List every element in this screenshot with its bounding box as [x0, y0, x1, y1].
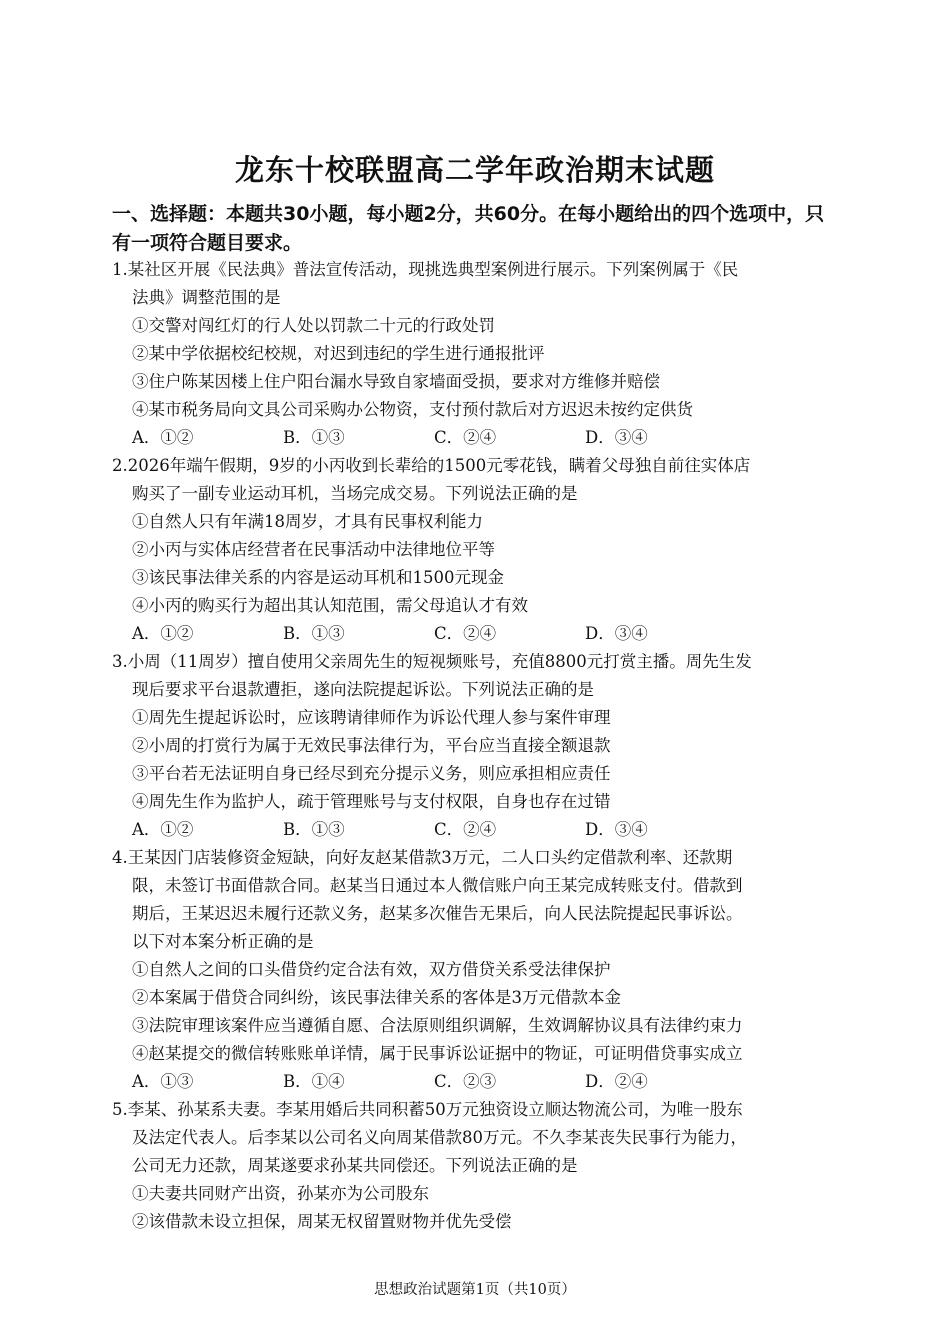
statement-item: ②本案属于借贷合同纠纷，该民事法律关系的客体是3万元借款本金	[132, 988, 621, 1007]
question-stem-line: 法典》调整范围的是	[132, 288, 281, 307]
answer-option: B．①④	[283, 1072, 345, 1091]
question-stem-line: 4.王某因门店装修资金短缺，向好友赵某借款3万元，二人口头约定借款利率、还款期	[112, 848, 733, 867]
question-block	[112, 452, 842, 648]
question-block	[112, 256, 842, 452]
page-footer: 思想政治试题第1页（共10页）	[374, 1282, 576, 1298]
section-header: 一、选择题：本题共30小题，每小题2分，共60分。在每小题给出的四个选项中，只有一项符合题目要求。	[112, 203, 825, 254]
statement-item: ④小丙的购买行为超出其认知范围，需父母追认才有效	[132, 596, 528, 615]
question-stem-line: 公司无力还款，周某遂要求孙某共同偿还。下列说法正确的是	[132, 1156, 578, 1175]
statement-item: ④某市税务局向文具公司采购办公物资，支付预付款后对方迟迟未按约定供货	[132, 400, 693, 419]
question-stem-line: 现后要求平台退款遭拒，遂向法院提起诉讼。下列说法正确的是	[132, 680, 594, 699]
answer-option: A．①③	[132, 1072, 194, 1091]
statement-item: ④周先生作为监护人，疏于管理账号与支付权限，自身也存在过错	[132, 792, 611, 811]
answer-options	[112, 1068, 842, 1096]
statement-item: ③该民事法律关系的内容是运动耳机和1500元现金	[132, 568, 504, 587]
answer-option: B．①③	[283, 624, 345, 643]
question-block	[112, 844, 842, 1096]
statement-item: ②小丙与实体店经营者在民事活动中法律地位平等	[132, 540, 495, 559]
statement-item: ③法院审理该案件应当遵循自愿、合法原则组织调解，生效调解协议具有法律约束力	[132, 1016, 743, 1035]
statement-item: ②某中学依据校纪校规，对迟到违纪的学生进行通报批评	[132, 344, 545, 363]
answer-option: A．①②	[132, 624, 194, 643]
answer-option: D．③④	[585, 820, 648, 839]
answer-option: C．②④	[434, 624, 497, 643]
answer-option: B．①③	[283, 428, 345, 447]
question-stem-line: 1.某社区开展《民法典》普法宣传活动，现挑选典型案例进行展示。下列案例属于《民	[112, 260, 739, 279]
question-stem-line: 以下对本案分析正确的是	[132, 932, 314, 951]
answer-options	[112, 620, 842, 648]
statement-item: ③平台若无法证明自身已经尽到充分提示义务，则应承担相应责任	[132, 764, 611, 783]
statement-item: ①自然人之间的口头借贷约定合法有效，双方借贷关系受法律保护	[132, 960, 611, 979]
answer-option: C．②④	[434, 820, 497, 839]
answer-option: D．③④	[585, 428, 648, 447]
question-block	[112, 648, 842, 844]
question-stem-line: 2.2026年端午假期，9岁的小丙收到长辈给的1500元零花钱，瞒着父母独自前往实体店	[112, 456, 751, 475]
answer-option: C．②③	[434, 1072, 497, 1091]
statement-item: ①自然人只有年满18周岁，才具有民事权利能力	[132, 512, 483, 531]
question-stem-line: 及法定代表人。后李某以公司名义向周某借款80万元。不久李某丧失民事行为能力，	[132, 1128, 747, 1147]
answer-option: B．①③	[283, 820, 345, 839]
statement-item: ③住户陈某因楼上住户阳台漏水导致自家墙面受损，要求对方维修并赔偿	[132, 372, 660, 391]
answer-options	[112, 816, 842, 844]
statement-item: ①夫妻共同财产出资，孙某亦为公司股东	[132, 1184, 429, 1203]
question-stem-line: 期后，王某迟迟未履行还款义务，赵某多次催告无果后，向人民法院提起民事诉讼。	[132, 904, 743, 923]
answer-option: D．③④	[585, 624, 648, 643]
question-stem-line: 3.小周（11周岁）擅自使用父亲周先生的短视频账号，充值8800元打赏主播。周先生发	[112, 652, 752, 671]
answer-option: A．①②	[132, 428, 194, 447]
statement-item: ②小周的打赏行为属于无效民事法律行为，平台应当直接全额退款	[132, 736, 611, 755]
statement-item: ④赵某提交的微信转账账单详情，属于民事诉讼证据中的物证，可证明借贷事实成立	[132, 1044, 743, 1063]
answer-option: D．②④	[585, 1072, 648, 1091]
statement-item: ②该借款未设立担保，周某无权留置财物并优先受偿	[132, 1212, 512, 1231]
question-stem-line: 5.李某、孙某系夫妻。李某用婚后共同积蓄50万元独资设立顺达物流公司，为唯一股东	[112, 1100, 743, 1119]
statement-item: ①周先生提起诉讼时，应该聘请律师作为诉讼代理人参与案件审理	[132, 708, 611, 727]
answer-option: A．①②	[132, 820, 194, 839]
page-title: 龙东十校联盟高二学年政治期末试题	[234, 153, 715, 187]
answer-option: C．②④	[434, 428, 497, 447]
question-block	[112, 1096, 842, 1236]
question-stem-line: 限，未签订书面借款合同。赵某当日通过本人微信账户向王某完成转账支付。借款到	[132, 876, 743, 895]
statement-item: ①交警对闯红灯的行人处以罚款二十元的行政处罚	[132, 316, 495, 335]
answer-options	[112, 424, 842, 452]
question-list	[112, 256, 842, 1236]
question-stem-line: 购买了一副专业运动耳机，当场完成交易。下列说法正确的是	[132, 484, 578, 503]
